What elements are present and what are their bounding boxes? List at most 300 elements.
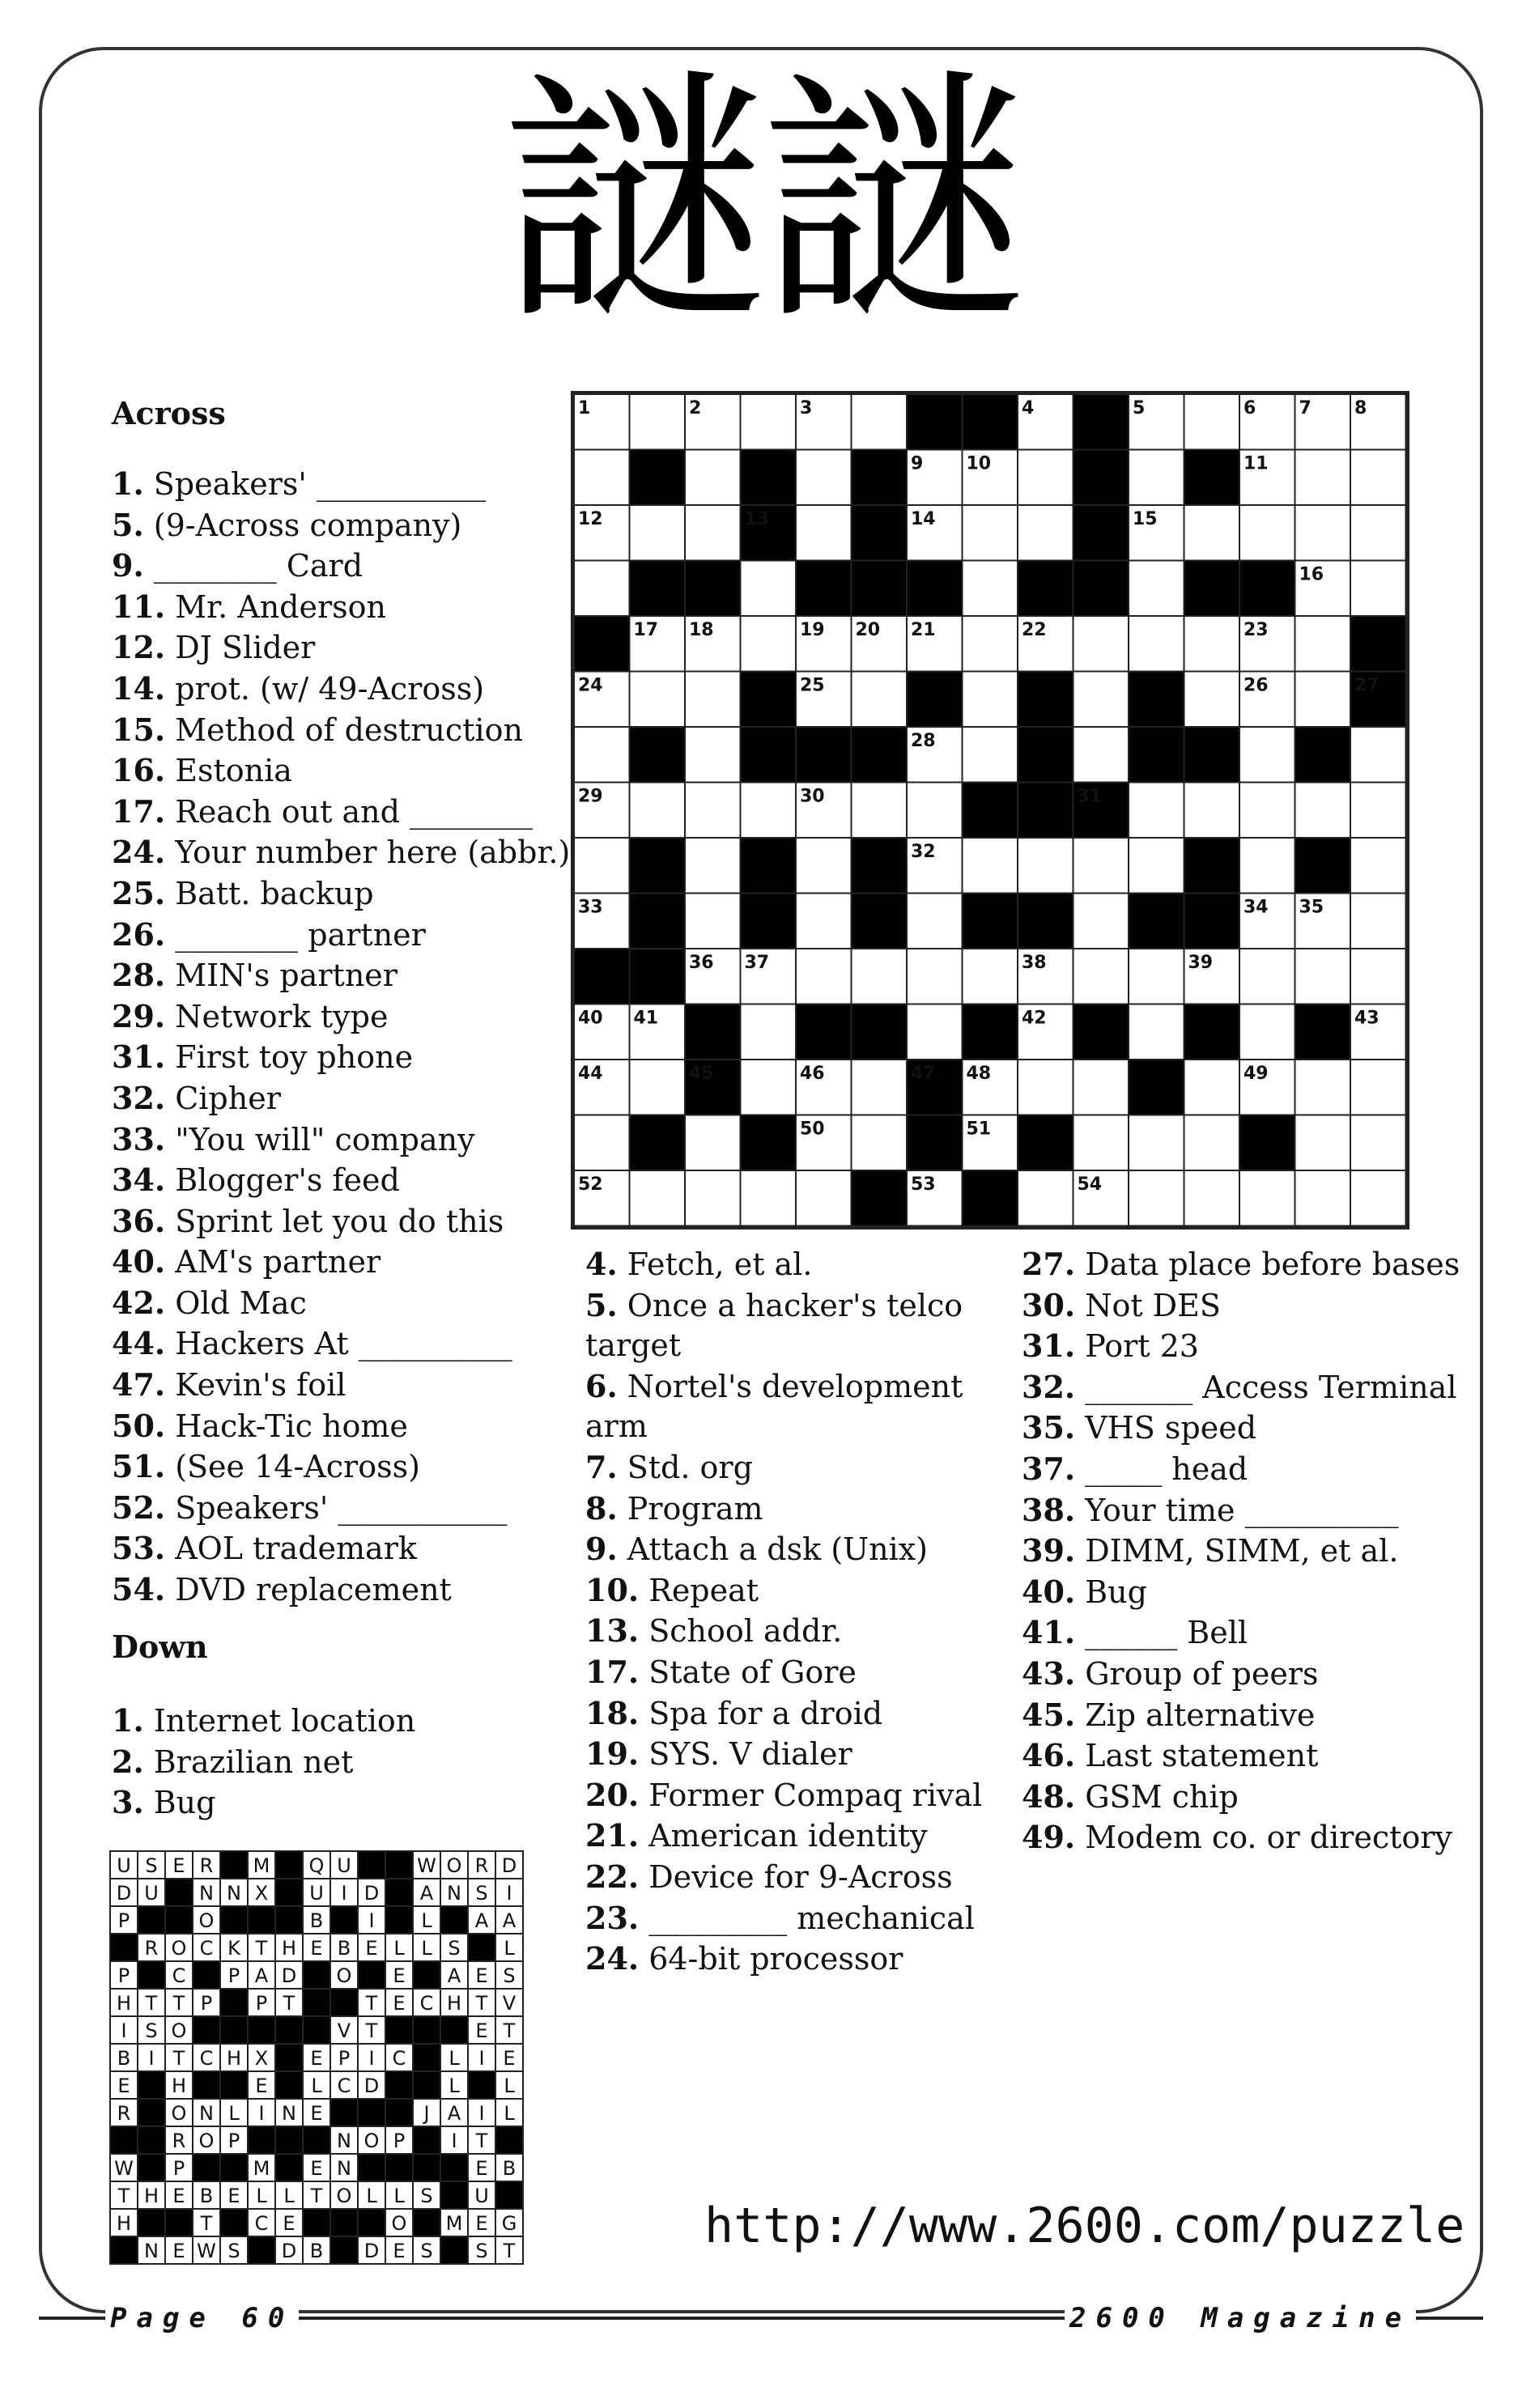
grid-cell[interactable] xyxy=(1350,1170,1406,1226)
grid-number: 36 xyxy=(689,953,714,973)
clue-number: 7. xyxy=(585,1448,618,1485)
solution-block xyxy=(275,1906,303,1934)
down-clue xyxy=(1022,1777,1460,1818)
grid-number: 39 xyxy=(1188,953,1214,973)
solution-letter: S xyxy=(448,1937,461,1960)
grid-number: 24 xyxy=(578,675,603,696)
solution-block xyxy=(358,1851,385,1879)
grid-cell[interactable] xyxy=(1350,894,1406,949)
solution-letter: B xyxy=(117,2047,131,2070)
grid-block xyxy=(630,949,686,1004)
grid-cell[interactable] xyxy=(1129,949,1184,1004)
solution-letter: C xyxy=(254,2212,269,2235)
solution-letter: O xyxy=(336,2185,352,2207)
grid-cell[interactable] xyxy=(1073,949,1129,1004)
solution-letter: E xyxy=(475,2157,488,2180)
solution-letter: O xyxy=(446,1854,462,1877)
across-clue xyxy=(112,464,570,505)
grid-cell[interactable] xyxy=(1018,450,1073,506)
solution-letter: E xyxy=(393,2240,406,2262)
grid-cell[interactable] xyxy=(1350,1115,1406,1171)
clue-number: 5. xyxy=(112,506,144,543)
solution-block xyxy=(385,1851,413,1879)
solution-letter: W xyxy=(417,1854,436,1877)
grid-number: 26 xyxy=(1244,675,1269,696)
grid-block xyxy=(1073,505,1129,561)
across-clue xyxy=(112,1078,570,1119)
grid-cell[interactable] xyxy=(630,783,686,839)
solution-letter: J xyxy=(423,2102,430,2125)
grid-cell[interactable] xyxy=(796,838,852,894)
clue-text: Reach out and ________ xyxy=(165,793,534,830)
grid-cell[interactable] xyxy=(1239,783,1295,839)
grid-number: 6 xyxy=(1244,398,1256,418)
grid-cell[interactable] xyxy=(1073,1060,1129,1115)
grid-block xyxy=(852,727,908,783)
grid-cell[interactable] xyxy=(630,394,686,450)
solution-letter: R xyxy=(172,2130,186,2152)
solution-letter: E xyxy=(117,2075,130,2097)
solution-block xyxy=(220,2071,248,2099)
grid-cell[interactable] xyxy=(741,394,797,450)
grid-cell[interactable] xyxy=(1184,505,1240,561)
solution-letter: E xyxy=(255,2075,268,2097)
solution-letter: I xyxy=(368,1909,375,1932)
down-clue-list-part2 xyxy=(585,1244,1006,1980)
solution-letter: D xyxy=(501,1854,517,1877)
solution-letter: T xyxy=(172,2047,185,2070)
grid-cell[interactable] xyxy=(1239,727,1295,783)
across-clue xyxy=(112,1569,570,1611)
clue-text: Repeat xyxy=(639,1572,759,1608)
solution-block xyxy=(495,2181,523,2209)
grid-cell[interactable] xyxy=(685,838,741,894)
across-heading: Across xyxy=(112,395,226,431)
grid-cell[interactable] xyxy=(852,783,908,839)
grid-cell[interactable] xyxy=(1295,783,1351,839)
grid-cell[interactable] xyxy=(1295,949,1351,1004)
grid-cell[interactable] xyxy=(796,505,852,561)
grid-cell[interactable] xyxy=(907,949,963,1004)
grid-cell[interactable] xyxy=(1129,1004,1184,1060)
grid-cell[interactable] xyxy=(1295,1170,1351,1226)
grid-block xyxy=(1239,1115,1295,1171)
grid-cell[interactable] xyxy=(1350,783,1406,839)
solution-letter: T xyxy=(200,2212,213,2235)
grid-cell[interactable] xyxy=(907,1004,963,1060)
solution-letter: X xyxy=(254,2047,269,2070)
clue-number: 54. xyxy=(112,1571,166,1608)
grid-cell[interactable] xyxy=(963,616,1018,672)
down-clue xyxy=(585,1652,990,1693)
grid-cell[interactable] xyxy=(852,949,908,1004)
clue-number: 26. xyxy=(112,915,166,953)
grid-cell[interactable] xyxy=(1184,783,1240,839)
grid-cell[interactable] xyxy=(574,838,630,894)
solution-letter: E xyxy=(475,1964,488,1987)
clue-text: Mr. Anderson xyxy=(165,588,387,625)
grid-number: 18 xyxy=(689,620,714,640)
grid-cell[interactable] xyxy=(1350,727,1406,783)
puzzle-url: http://www.2600.com/puzzle xyxy=(704,2198,1465,2254)
clue-text: ________ Card xyxy=(143,548,363,584)
grid-block xyxy=(907,561,963,617)
solution-block xyxy=(138,1961,165,1989)
solution-letter: E xyxy=(310,2102,323,2125)
grid-number: 25 xyxy=(800,675,825,696)
grid-block xyxy=(1018,727,1073,783)
grid-cell[interactable] xyxy=(1129,450,1184,506)
solution-block xyxy=(440,2016,468,2044)
solution-letter: L xyxy=(449,2075,460,2097)
clue-number: 32. xyxy=(112,1079,166,1116)
grid-number: 44 xyxy=(578,1064,603,1084)
grid-block xyxy=(741,727,797,783)
solution-block xyxy=(358,1961,385,1989)
solution-letter: C xyxy=(199,1937,214,1960)
solution-letter: L xyxy=(256,2185,267,2207)
grid-cell[interactable] xyxy=(1295,1115,1351,1171)
solution-block xyxy=(110,2236,138,2264)
down-clue xyxy=(585,1611,990,1652)
grid-cell[interactable] xyxy=(963,505,1018,561)
grid-cell[interactable] xyxy=(1184,1115,1240,1171)
down-clue xyxy=(585,1489,990,1530)
grid-number: 35 xyxy=(1299,897,1324,918)
solution-block xyxy=(138,2154,165,2181)
solution-letter: C xyxy=(392,2047,406,2070)
grid-number: 22 xyxy=(1022,620,1047,640)
grid-cell[interactable] xyxy=(1018,1170,1073,1226)
grid-cell[interactable] xyxy=(741,616,797,672)
grid-block xyxy=(741,894,797,949)
grid-cell[interactable] xyxy=(1295,505,1351,561)
grid-cell[interactable] xyxy=(1073,672,1129,728)
grid-block xyxy=(1129,894,1184,949)
grid-block xyxy=(685,1004,741,1060)
solution-letter: D xyxy=(363,2240,380,2262)
clue-number: 53. xyxy=(112,1530,166,1567)
down-clue xyxy=(1022,1695,1460,1736)
grid-cell[interactable] xyxy=(1350,505,1406,561)
solution-letter: U xyxy=(474,2185,489,2207)
grid-block xyxy=(796,727,852,783)
grid-cell[interactable] xyxy=(963,727,1018,783)
clue-text: Kevin's foil xyxy=(165,1367,346,1404)
solution-letter: H xyxy=(171,2075,187,2097)
solution-letter: N xyxy=(337,2157,351,2180)
solution-letter: B xyxy=(199,2185,214,2207)
solution-block xyxy=(110,1934,138,1961)
grid-cell[interactable] xyxy=(1295,616,1351,672)
grid-block xyxy=(1018,672,1073,728)
grid-cell[interactable] xyxy=(963,949,1018,1004)
across-clue xyxy=(112,955,570,996)
clue-number: 20. xyxy=(585,1776,640,1813)
grid-cell[interactable] xyxy=(1239,838,1295,894)
clue-text: Bug xyxy=(1075,1573,1147,1610)
grid-number: 3 xyxy=(800,398,813,418)
grid-cell[interactable] xyxy=(1073,838,1129,894)
solution-letter: P xyxy=(227,2130,240,2152)
clue-text: Last statement xyxy=(1075,1738,1319,1774)
grid-cell[interactable] xyxy=(1184,394,1240,450)
solution-letter: L xyxy=(504,1937,515,1960)
solution-letter: E xyxy=(310,1937,323,1960)
grid-cell[interactable] xyxy=(963,561,1018,617)
grid-cell[interactable] xyxy=(1350,561,1406,617)
solution-letter: T xyxy=(172,1992,185,2015)
grid-cell[interactable] xyxy=(685,450,741,506)
grid-cell[interactable] xyxy=(852,394,908,450)
solution-block xyxy=(193,2016,220,2044)
clue-text: VHS speed xyxy=(1075,1410,1257,1446)
grid-cell[interactable] xyxy=(1129,616,1184,672)
grid-number: 14 xyxy=(911,509,936,529)
solution-letter: P xyxy=(227,1964,240,1987)
solution-block xyxy=(413,2071,440,2099)
solution-block xyxy=(385,1906,413,1934)
grid-cell[interactable] xyxy=(796,949,852,1004)
solution-letter: B xyxy=(337,1937,351,1960)
clue-number: 6. xyxy=(585,1367,618,1404)
solution-letter: O xyxy=(171,2019,187,2042)
grid-block xyxy=(1184,838,1240,894)
grid-number: 27 xyxy=(1354,675,1380,696)
grid-cell[interactable] xyxy=(1018,505,1073,561)
grid-cell[interactable] xyxy=(685,505,741,561)
solution-block xyxy=(385,1879,413,1906)
grid-cell[interactable] xyxy=(1018,838,1073,894)
grid-cell[interactable] xyxy=(1129,783,1184,839)
grid-block xyxy=(630,1115,686,1171)
grid-cell[interactable] xyxy=(741,1004,797,1060)
grid-cell[interactable] xyxy=(741,1170,797,1226)
solution-letter: S xyxy=(475,1882,488,1905)
grid-cell[interactable] xyxy=(1073,894,1129,949)
grid-number: 7 xyxy=(1299,398,1312,418)
solution-letter: S xyxy=(503,1964,516,1987)
grid-cell[interactable] xyxy=(1295,450,1351,506)
grid-block xyxy=(630,561,686,617)
grid-block xyxy=(1073,450,1129,506)
grid-cell[interactable] xyxy=(963,838,1018,894)
solution-letter: I xyxy=(478,2047,485,2070)
grid-cell[interactable] xyxy=(574,450,630,506)
grid-cell[interactable] xyxy=(630,505,686,561)
solution-letter: H xyxy=(281,1937,297,1960)
clue-text: (9-Across company) xyxy=(143,507,462,543)
solution-block xyxy=(385,2016,413,2044)
grid-block xyxy=(852,505,908,561)
grid-cell[interactable] xyxy=(796,450,852,506)
grid-cell[interactable] xyxy=(630,1170,686,1226)
solution-letter: E xyxy=(172,2185,185,2207)
solution-letter: I xyxy=(478,2102,485,2125)
grid-cell[interactable] xyxy=(741,1060,797,1115)
grid-cell[interactable] xyxy=(1184,1170,1240,1226)
solution-block xyxy=(138,1906,165,1934)
grid-cell[interactable] xyxy=(685,1170,741,1226)
solution-letter: U xyxy=(144,1882,159,1905)
grid-cell[interactable] xyxy=(1184,1060,1240,1115)
grid-number: 20 xyxy=(855,620,881,640)
grid-cell[interactable] xyxy=(1350,838,1406,894)
clue-number: 39. xyxy=(1022,1532,1076,1569)
grid-cell[interactable] xyxy=(1018,1060,1073,1115)
solution-letter: A xyxy=(419,1882,434,1905)
grid-cell[interactable] xyxy=(630,672,686,728)
grid-block xyxy=(1184,450,1240,506)
grid-cell[interactable] xyxy=(1239,505,1295,561)
grid-cell[interactable] xyxy=(852,1060,908,1115)
solution-letter: K xyxy=(227,1937,240,1960)
grid-cell[interactable] xyxy=(1184,672,1240,728)
grid-cell[interactable] xyxy=(1073,1115,1129,1171)
across-clue xyxy=(112,587,570,628)
solution-block xyxy=(138,2099,165,2126)
solution-letter: T xyxy=(255,1937,268,1960)
solution-block xyxy=(275,2154,303,2181)
solution-letter: L xyxy=(504,2075,515,2097)
solution-letter: E xyxy=(172,1854,185,1877)
clue-text: 64-bit processor xyxy=(639,1941,903,1977)
grid-cell[interactable] xyxy=(574,727,630,783)
solution-block xyxy=(303,1989,330,2016)
solution-block xyxy=(275,1851,303,1879)
grid-block xyxy=(685,561,741,617)
grid-cell[interactable] xyxy=(963,672,1018,728)
solution-letter: I xyxy=(451,2130,457,2152)
solution-letter: P xyxy=(338,2047,351,2070)
grid-cell[interactable] xyxy=(685,672,741,728)
down-clue xyxy=(112,1701,415,1742)
solution-block xyxy=(303,2126,330,2154)
grid-number: 9 xyxy=(911,453,924,474)
grid-cell[interactable] xyxy=(907,894,963,949)
solution-block xyxy=(468,1934,495,1961)
grid-cell[interactable] xyxy=(685,783,741,839)
clue-text: Old Mac xyxy=(165,1285,307,1321)
solution-letter: H xyxy=(143,2185,159,2207)
clue-text: DJ Slider xyxy=(165,630,316,666)
grid-block xyxy=(963,394,1018,450)
clue-text: (See 14-Across) xyxy=(165,1449,420,1485)
clue-number: 11. xyxy=(112,588,166,625)
solution-block xyxy=(440,2181,468,2209)
down-clue xyxy=(1022,1285,1460,1327)
grid-cell[interactable] xyxy=(685,1115,741,1171)
grid-cell[interactable] xyxy=(1129,561,1184,617)
grid-number: 15 xyxy=(1133,509,1158,529)
grid-cell[interactable] xyxy=(685,727,741,783)
grid-cell[interactable] xyxy=(1239,949,1295,1004)
grid-cell[interactable] xyxy=(1073,727,1129,783)
solution-letter: T xyxy=(365,2019,378,2042)
clue-text: Hack-Tic home xyxy=(165,1408,408,1444)
across-clue xyxy=(112,996,570,1038)
grid-cell[interactable] xyxy=(852,672,908,728)
solution-letter: U xyxy=(117,1854,131,1877)
footer-page-number: Page 60 xyxy=(105,2302,299,2334)
solution-letter: N xyxy=(199,1882,214,1905)
clue-number: 1. xyxy=(112,465,144,502)
grid-cell[interactable] xyxy=(1239,1170,1295,1226)
grid-block xyxy=(741,672,797,728)
clue-text: AOL trademark xyxy=(165,1531,417,1567)
grid-cell[interactable] xyxy=(574,1115,630,1171)
grid-number: 23 xyxy=(1244,620,1269,640)
across-clue xyxy=(112,1283,570,1324)
grid-cell[interactable] xyxy=(1129,1115,1184,1171)
grid-cell[interactable] xyxy=(741,783,797,839)
down-clue xyxy=(1022,1817,1460,1858)
solution-letter: L xyxy=(421,1937,432,1960)
solution-letter: O xyxy=(198,2130,215,2152)
grid-block xyxy=(963,783,1018,839)
clue-number: 9. xyxy=(585,1531,618,1568)
grid-cell[interactable] xyxy=(1350,450,1406,506)
grid-block xyxy=(1295,1004,1351,1060)
grid-cell[interactable] xyxy=(741,561,797,617)
grid-cell[interactable] xyxy=(907,783,963,839)
grid-cell[interactable] xyxy=(1073,616,1129,672)
solution-block xyxy=(275,2044,303,2071)
clue-number: 16. xyxy=(112,752,166,789)
solution-letter: I xyxy=(506,1882,512,1905)
grid-cell[interactable] xyxy=(1350,949,1406,1004)
solution-letter: E xyxy=(365,1937,378,1960)
grid-cell[interactable] xyxy=(852,1115,908,1171)
clue-text: Your number here (abbr.) xyxy=(165,835,571,871)
grid-number: 12 xyxy=(578,509,603,529)
solution-block xyxy=(330,2236,358,2264)
grid-cell[interactable] xyxy=(1129,1170,1184,1226)
solution-letter: T xyxy=(283,1992,295,2015)
clue-number: 31. xyxy=(1022,1327,1076,1365)
clue-number: 17. xyxy=(585,1653,640,1690)
solution-block xyxy=(330,2099,358,2126)
solution-letter: B xyxy=(309,2240,324,2262)
clue-number: 14. xyxy=(112,669,166,707)
grid-cell[interactable] xyxy=(1184,616,1240,672)
clue-text: Former Compaq rival xyxy=(639,1777,983,1813)
across-clue xyxy=(112,1323,570,1365)
clue-number: 40. xyxy=(1022,1573,1076,1610)
grid-cell[interactable] xyxy=(1239,1004,1295,1060)
solution-letter: I xyxy=(148,2047,155,2070)
solution-block xyxy=(330,1989,358,2016)
grid-cell[interactable] xyxy=(1295,672,1351,728)
solution-letter: N xyxy=(282,2102,296,2125)
grid-cell[interactable] xyxy=(574,561,630,617)
grid-cell[interactable] xyxy=(685,894,741,949)
grid-cell[interactable] xyxy=(796,1170,852,1226)
grid-number: 1 xyxy=(578,398,591,418)
grid-cell[interactable] xyxy=(1350,1060,1406,1115)
grid-cell[interactable] xyxy=(630,1060,686,1115)
solution-letter: P xyxy=(393,2130,406,2152)
grid-cell[interactable] xyxy=(1129,838,1184,894)
grid-cell[interactable] xyxy=(796,894,852,949)
across-clue xyxy=(112,832,570,873)
across-clue xyxy=(112,1446,570,1488)
clue-number: 25. xyxy=(112,874,166,911)
grid-number: 19 xyxy=(800,620,825,640)
grid-cell[interactable] xyxy=(1295,1060,1351,1115)
solution-letter: A xyxy=(447,2102,461,2125)
grid-block xyxy=(1073,561,1129,617)
